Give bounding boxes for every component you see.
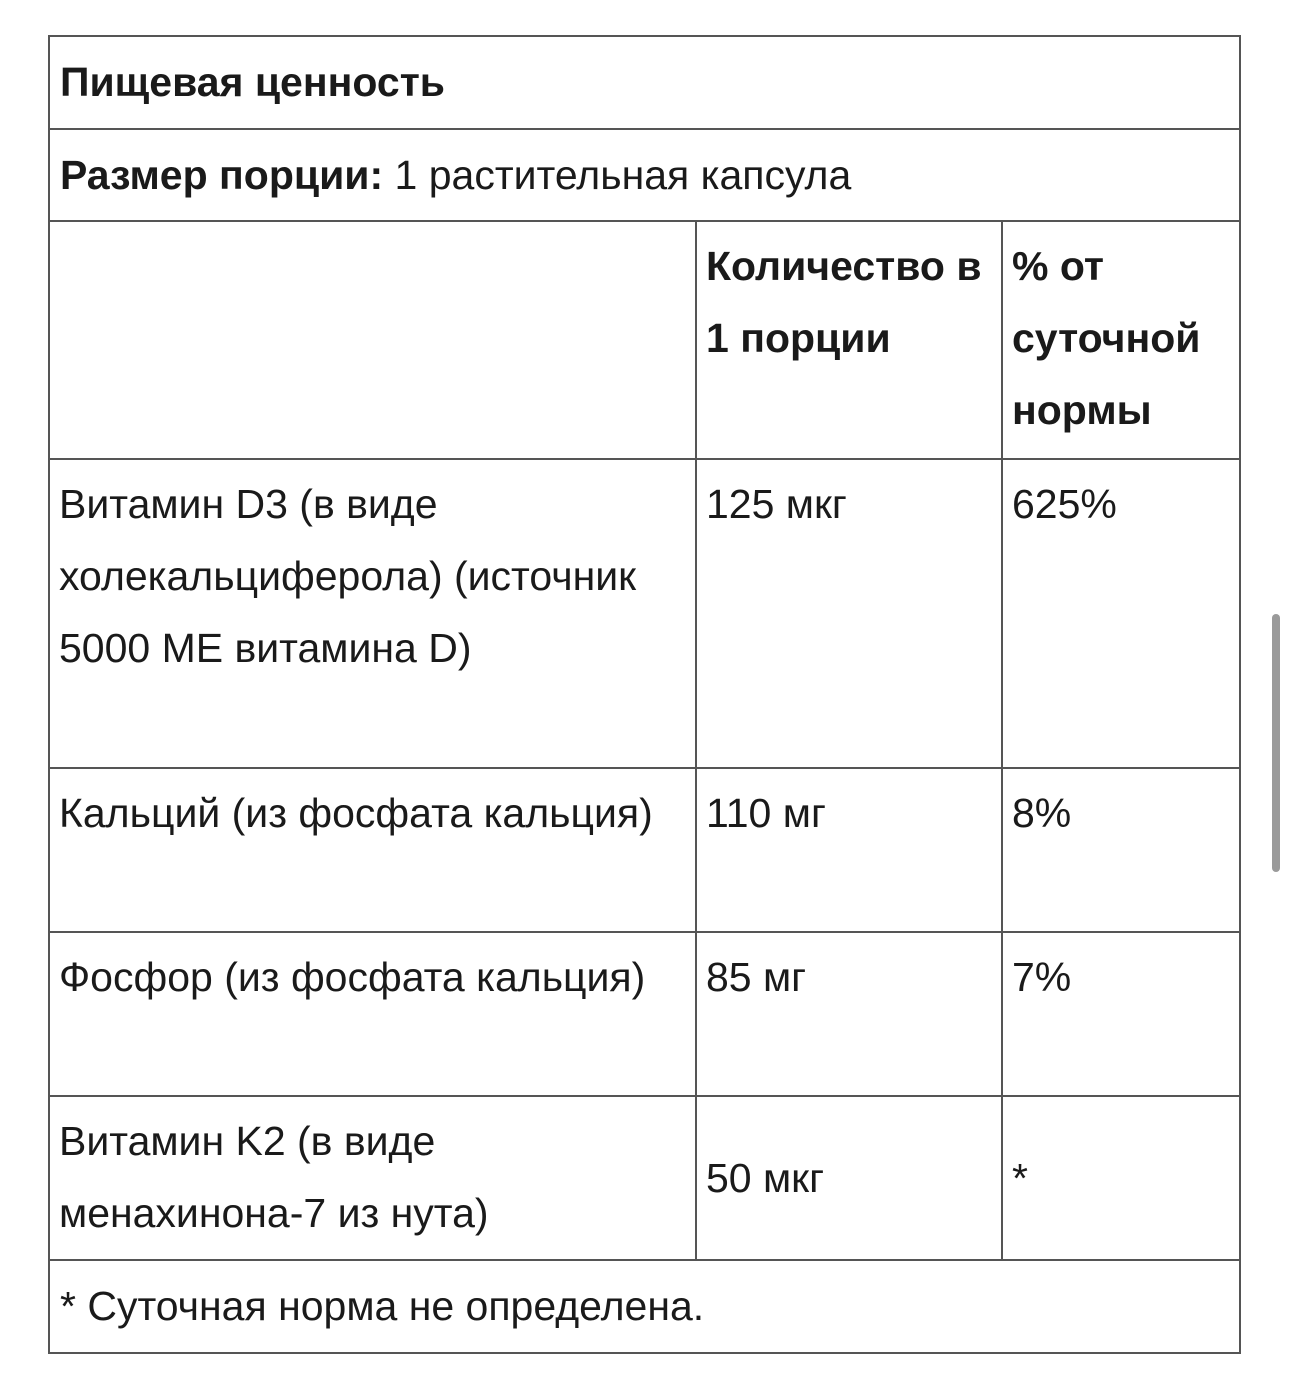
table-header-row — [50, 222, 1239, 459]
nutrition-table — [50, 222, 1239, 1261]
table-row — [50, 768, 1239, 932]
header-daily-value: % от суточной нормы — [1002, 222, 1239, 459]
vertical-scrollbar[interactable] — [1272, 614, 1280, 872]
nutrient-amount: 50 мкг — [696, 1096, 1002, 1260]
table-row — [50, 932, 1239, 1096]
nutrient-name: Фосфор (из фосфата кальция) — [50, 932, 696, 1096]
table-row — [50, 1096, 1239, 1260]
nutrient-name: Кальций (из фосфата кальция) — [50, 768, 696, 932]
serving-size-row — [50, 130, 1239, 222]
header-amount: Количество в 1 порции — [696, 222, 1002, 459]
nutrient-daily-value: * — [1002, 1096, 1239, 1260]
nutrient-daily-value: 7% — [1002, 932, 1239, 1096]
nutrient-daily-value: 8% — [1002, 768, 1239, 932]
nutrient-daily-value: 625% — [1002, 459, 1239, 768]
footnote: * Суточная норма не определена. — [50, 1261, 1239, 1354]
nutrient-amount: 125 мкг — [696, 459, 1002, 768]
nutrient-amount: 110 мг — [696, 768, 1002, 932]
nutrient-amount: 85 мг — [696, 932, 1002, 1096]
panel-title: Пищевая ценность — [50, 37, 1239, 130]
serving-size-value: 1 растительная капсула — [383, 151, 852, 198]
nutrient-name: Витамин K2 (в виде менахинона-7 из нута) — [50, 1096, 696, 1260]
serving-size-label: Размер порции: — [60, 151, 384, 198]
header-empty-cell — [50, 222, 696, 459]
table-row — [50, 459, 1239, 768]
nutrition-facts-panel — [48, 35, 1241, 1354]
nutrient-name: Витамин D3 (в виде холекальциферола) (источник 5000 МЕ витамина D) — [50, 459, 696, 768]
